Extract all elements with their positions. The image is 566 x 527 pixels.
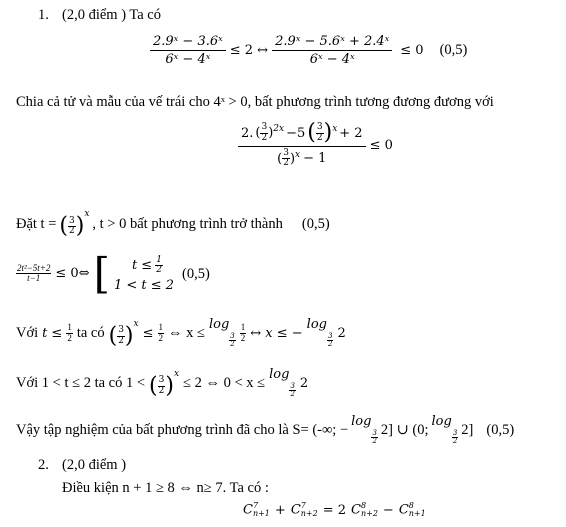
log-word: log [431,414,452,429]
voi1-leq: ≤ [51,325,63,341]
exp-x: x [84,209,90,219]
sfrac-den: 2 [327,340,333,349]
sfrac-num: 3 [327,332,333,340]
eq2-coef: 2. [241,125,254,141]
score-1: (0,5) [439,42,468,59]
sfrac-num: 3 [261,122,268,133]
sfrac-num: 3 [372,429,377,437]
eq1-middle: ≤ 2 ↔ [229,43,269,58]
half-den: 2 [156,265,162,276]
exp-x: x [295,150,301,161]
ineq-tail: ≤ 0⇔ [55,266,90,282]
eq2-plus2: + 2 [339,125,363,141]
case-2-line: Với 1 < t ≤ 2 ta có 1 < ( $\frac{3}{2}$ )$^x$ ≤ 2 ⇔ 0 < x ≤ log $\frac{3}{2}$ 2 [16,367,309,399]
system-cases [114,256,174,292]
eq2-numerator [238,122,366,147]
log-word: log [351,414,372,429]
exp-x: x [332,124,338,135]
equation-1 [150,35,467,66]
half-num: 1 [156,254,162,265]
problem-2-number: 2. [38,457,49,473]
sfrac-den: 2 [290,390,295,399]
half-den: 2 [67,332,72,343]
c-term-1: C 7 n+1 [243,501,270,518]
datt-a: Đặt t = [16,215,57,232]
eq1-rhs-denominator: 6ˣ − 4ˣ [309,52,355,67]
sfrac-num: 3 [158,375,165,386]
datt-b: , t > 0 bất phương trình trở thành [92,215,283,232]
c-term-2: C 7 n+2 [290,501,318,518]
solution-set-line [16,415,514,446]
eq1-tail: ≤ 0 [400,43,424,58]
sfrac-num: 3 [118,325,124,336]
eq1-lhs-denominator: 6ˣ − 4ˣ [165,52,211,67]
substitution-line: Đặt t = ( $\frac{3}{2}$ )$^x$ , t > 0 bất phương trình trở thành (0,5) [16,209,330,239]
eq2-fraction [238,122,366,169]
voi1-t: t [42,325,48,341]
sfrac-den: 2 [69,226,75,236]
log-word: log [208,317,230,332]
sfrac-den: 2 [118,335,124,346]
voi2-a: Với 1 < t ≤ 2 ta có 1 < [16,375,146,392]
equals-two: = 2 [322,502,347,518]
eq2-minus5: −5 [286,125,306,141]
sfrac-den: 2 [230,340,235,349]
half-num: 1 [240,322,246,333]
plus-sign: + [274,502,286,518]
c-term-4: C 8 n+1 [398,501,426,518]
problem-1-number: 1. [38,7,49,23]
ineq-den: t−1 [27,273,41,284]
sfrac-den: 2 [283,158,289,169]
eq2-base-b: ( $\frac{3}{2}$ )$^x$ [307,120,338,145]
sfrac-num: 3 [452,429,458,437]
vay-b: 2] ∪ (0; [380,422,429,439]
vay-c: 2] [461,422,474,439]
eq2-denominator: ( $\frac{3}{2}$ )$^x$ − 1 [277,148,327,169]
log-word: log [269,367,290,382]
voi2-b: ≤ 2 ⇔ 0 < x ≤ [183,375,266,392]
sfrac-num: 3 [69,215,75,226]
voi1-arrow: ↔ x ≤ − [250,325,303,341]
case2-text: 1 < t ≤ 2 [113,277,175,293]
vay-a: Vậy tập nghiệm của bất phương trình đã cho là S= (-∞; − [16,422,349,439]
sfrac-num: 3 [283,148,289,158]
sfrac-den: 2 [316,132,323,143]
inequality-system [16,249,210,298]
ineq-num: 2t²−5t+2 [17,262,51,273]
case-1-line: Với t ≤ $\frac{1}{2}$ ta có ( $\frac{3}{2}$ )$^x$ ≤ $\frac{1}{2}$ ⇔ x ≤ log $\frac{3}{2}$ $\frac{1}{2}$ ↔ x ≤ − log $\frac{3}{2}$ 2 [16,317,346,349]
eq1-lhs-fraction [150,35,226,66]
sfrac-den: 2 [372,437,377,446]
eq2-den-minus1: − 1 [303,151,327,167]
voi1-a: Với [16,325,39,342]
sfrac-num: 3 [316,122,323,133]
score-3: (0,5) [182,265,210,282]
eq1-rhs-numerator: 2.9ˣ − 5.6ˣ + 2.4ˣ [272,35,392,51]
eq1-rhs-fraction [272,35,392,66]
sfrac-num: 3 [230,332,235,340]
half-num: 1 [158,322,163,333]
voi1-taco: ta có [76,325,105,342]
voi1-leq2: ≤ [142,325,154,341]
sfrac-den: 2 [452,437,458,446]
eq1-lhs-numerator: 2.9ˣ − 3.6ˣ [150,35,226,51]
sfrac-num: 3 [290,382,295,390]
ineq-fraction [16,264,51,284]
c-term-3: C 8 n+2 [351,501,378,518]
equation-2 [238,122,393,169]
exp-2x: 2x [273,124,285,135]
voi1-iff: ⇔ x ≤ [168,325,205,342]
half-num: 1 [67,322,72,333]
sfrac-den: 2 [261,132,268,143]
half-den: 2 [240,332,246,343]
eq2-tail: ≤ 0 [369,137,393,153]
exp-x: x [133,318,139,329]
sfrac-den: 2 [158,385,165,396]
score-4: (0,5) [486,422,515,439]
eq2-base-a: ( $\frac{3}{2}$ )$^{2x}$ [255,122,285,143]
divide-sentence: Chia cả tử và mẫu của vế trái cho 4ˣ > 0, bất phương trình tương đương đương với [16,94,494,110]
minus-sign: − [382,502,394,518]
exp-x: x [173,368,180,379]
voi2-two: 2 [299,375,309,391]
problem-1-points: (2,0 điểm ) Ta có [62,7,161,23]
score-2: (0,5) [301,215,330,232]
system-bracket: [ [93,249,110,298]
problem-2-points: (2,0 điểm ) [62,457,127,473]
half-den: 2 [158,332,163,343]
condition-line: Điều kiện n + 1 ≥ 8 ⇔ n≥ 7. Ta có : [62,480,269,496]
case1-text: t ≤ [131,258,153,274]
log-word: log [306,317,327,332]
voi1-two: 2 [337,325,346,341]
binomial-equation [243,502,426,518]
